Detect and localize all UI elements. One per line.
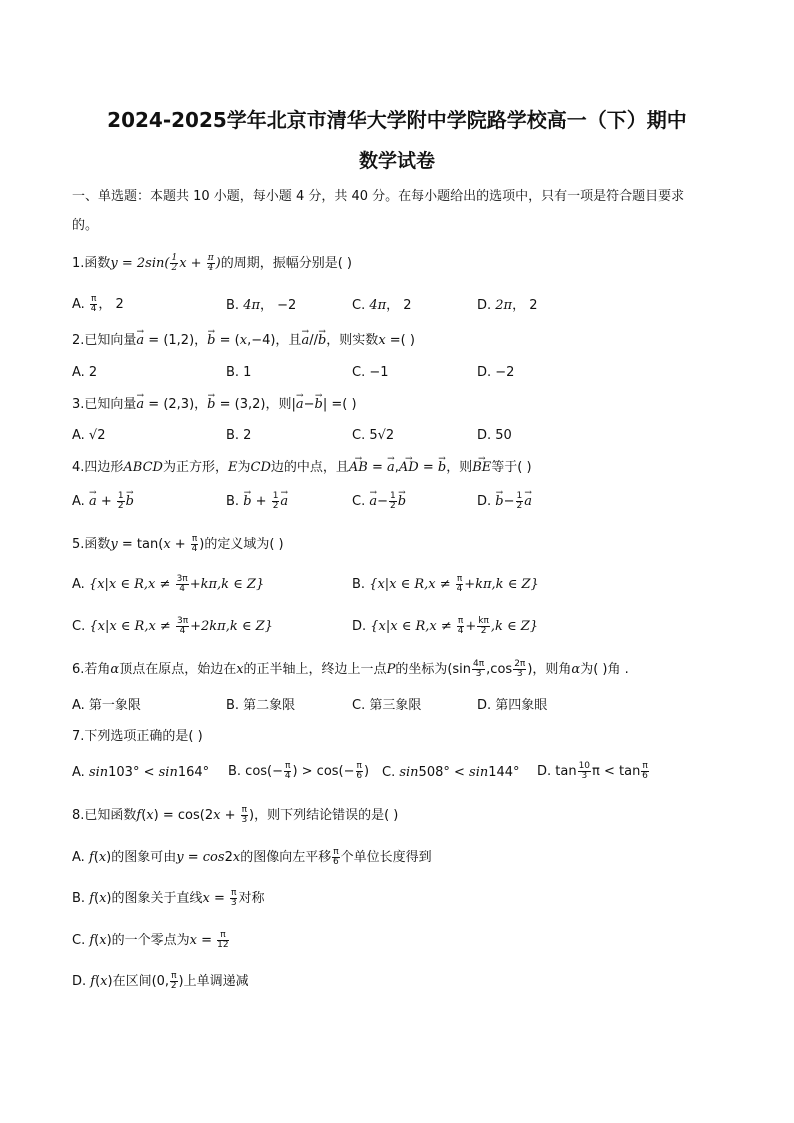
q4-option-b: B. → b + $\frac{1}{2}$ → a: [226, 492, 288, 511]
section-instruction-cont: 的。: [72, 218, 99, 233]
q8-option-b: B. f(x)的图象关于直线x = $\frac{\pi}{3}$ 对称: [72, 888, 265, 908]
q6-option-b: B. 第二象限: [226, 698, 296, 713]
q3-option-a: A. √2: [72, 428, 106, 443]
q2-stem: 2.已知向量→ a = (1,2)，→ b = (x,−4)，且→ a//→ b，则实数x =( ): [72, 332, 415, 350]
q2-option-b: B. 1: [226, 365, 252, 380]
q1-option-b: B. 4π， −2: [226, 298, 297, 313]
q8-option-d: D. f(x)在区间(0, $\frac{\pi}{2}$ )上单调递减: [72, 971, 249, 991]
q1-stem-post: 的周期，振幅分别是( ): [220, 256, 352, 271]
q4-option-d: D. → b− $\frac{1}{2}$ → a: [477, 492, 532, 511]
q8-stem: 8.已知函数f(x) = cos(2x + $\frac{\pi}{3}$ )，则下列结论错误的是( ): [72, 805, 399, 825]
q8-option-c: C. f(x)的一个零点为x = $\frac{\pi}{12}$: [72, 930, 229, 950]
q7-option-d: D. tan $\frac{10}{3}$ π < tan $\frac{\pi}{6}$: [537, 761, 648, 781]
q6-option-d: D. 第四象眼: [477, 698, 548, 713]
q1-stem-pre: 1.函数: [72, 256, 111, 271]
q2-option-c: C. −1: [352, 365, 389, 380]
q7-option-b: B. cos(− $\frac{\pi}{4}$ ) > cos(− $\frac{\pi}{6}$ ): [228, 761, 370, 781]
q5-option-c: C. {x|x ∈ R,x ≠ $\frac{3\pi}{4}$ +2kπ,k ∈ Z}: [72, 616, 273, 636]
q3-option-d: D. 50: [477, 428, 512, 443]
q6-option-c: C. 第三象限: [352, 698, 422, 713]
q1-formula: y = 2sin( $\frac{1}{2}$ x + $\frac{\pi}{4}$ ): [110, 253, 221, 273]
section-instruction: 一、单选题：本题共 10 小题，每小题 4 分，共 40 分。在每小题给出的选项中，只有一项是符合题目要求: [72, 189, 685, 204]
q4-option-a: A. → a + $\frac{1}{2}$ → b: [72, 492, 134, 511]
q7-option-c: C. sin508° < sin144°: [382, 765, 520, 780]
q1-option-a: A. $\frac{\pi}{4}$ ， 2: [72, 294, 124, 314]
q3-stem: 3.已知向量→ a = (2,3)，→ b = (3,2)，则|→ a−→ b| =( ): [72, 396, 357, 414]
q7-option-a: A. sin103° < sin164°: [72, 765, 210, 780]
q4-option-c: C. → a− $\frac{1}{2}$ → b: [352, 492, 406, 511]
exam-subtitle: 数学试卷: [358, 150, 435, 172]
q3-option-b: B. 2: [226, 428, 252, 443]
q6-stem: 6.若角α顶点在原点，始边在x的正半轴上，终边上一点P的坐标为(sin $\frac{4\pi}{3}$ ,cos $\frac{2\pi}{3}$ )，则角α为( )角 .: [72, 659, 629, 679]
q8-option-a: A. f(x)的图象可由y = cos2x的图像向左平移 $\frac{\pi}{6}$ 个单位长度得到: [72, 847, 432, 867]
exam-title: 2024-2025学年北京市清华大学附中学院路学校高一（下）期中: [107, 108, 687, 132]
q2-option-a: A. 2: [72, 365, 98, 380]
q5-stem: 5.函数y = tan(x + $\frac{\pi}{4}$ )的定义域为( ): [72, 534, 284, 554]
q6-option-a: A. 第一象限: [72, 698, 141, 713]
q5-option-b: B. {x|x ∈ R,x ≠ $\frac{\pi}{4}$ +kπ,k ∈ Z}: [352, 574, 539, 594]
q5-option-a: A. {x|x ∈ R,x ≠ $\frac{3\pi}{4}$ +kπ,k ∈ Z}: [72, 574, 265, 594]
q3-option-c: C. 5√2: [352, 428, 395, 443]
q1-option-d: D. 2π， 2: [477, 298, 538, 313]
q7-stem: 7.下列选项正确的是( ): [72, 729, 203, 744]
q1-stem: [72, 254, 352, 273]
q4-stem: 4.四边形ABCD为正方形，E为CD边的中点，且→ AB = → a,→ AD = → b，则→ BE等于( ): [72, 459, 532, 477]
q5-option-d: D. {x|x ∈ R,x ≠ $\frac{\pi}{4}$ + $\frac{k\pi}{2}$ ,k ∈ Z}: [352, 616, 539, 636]
q1-option-c: C. 4π， 2: [352, 298, 412, 313]
q2-option-d: D. −2: [477, 365, 515, 380]
